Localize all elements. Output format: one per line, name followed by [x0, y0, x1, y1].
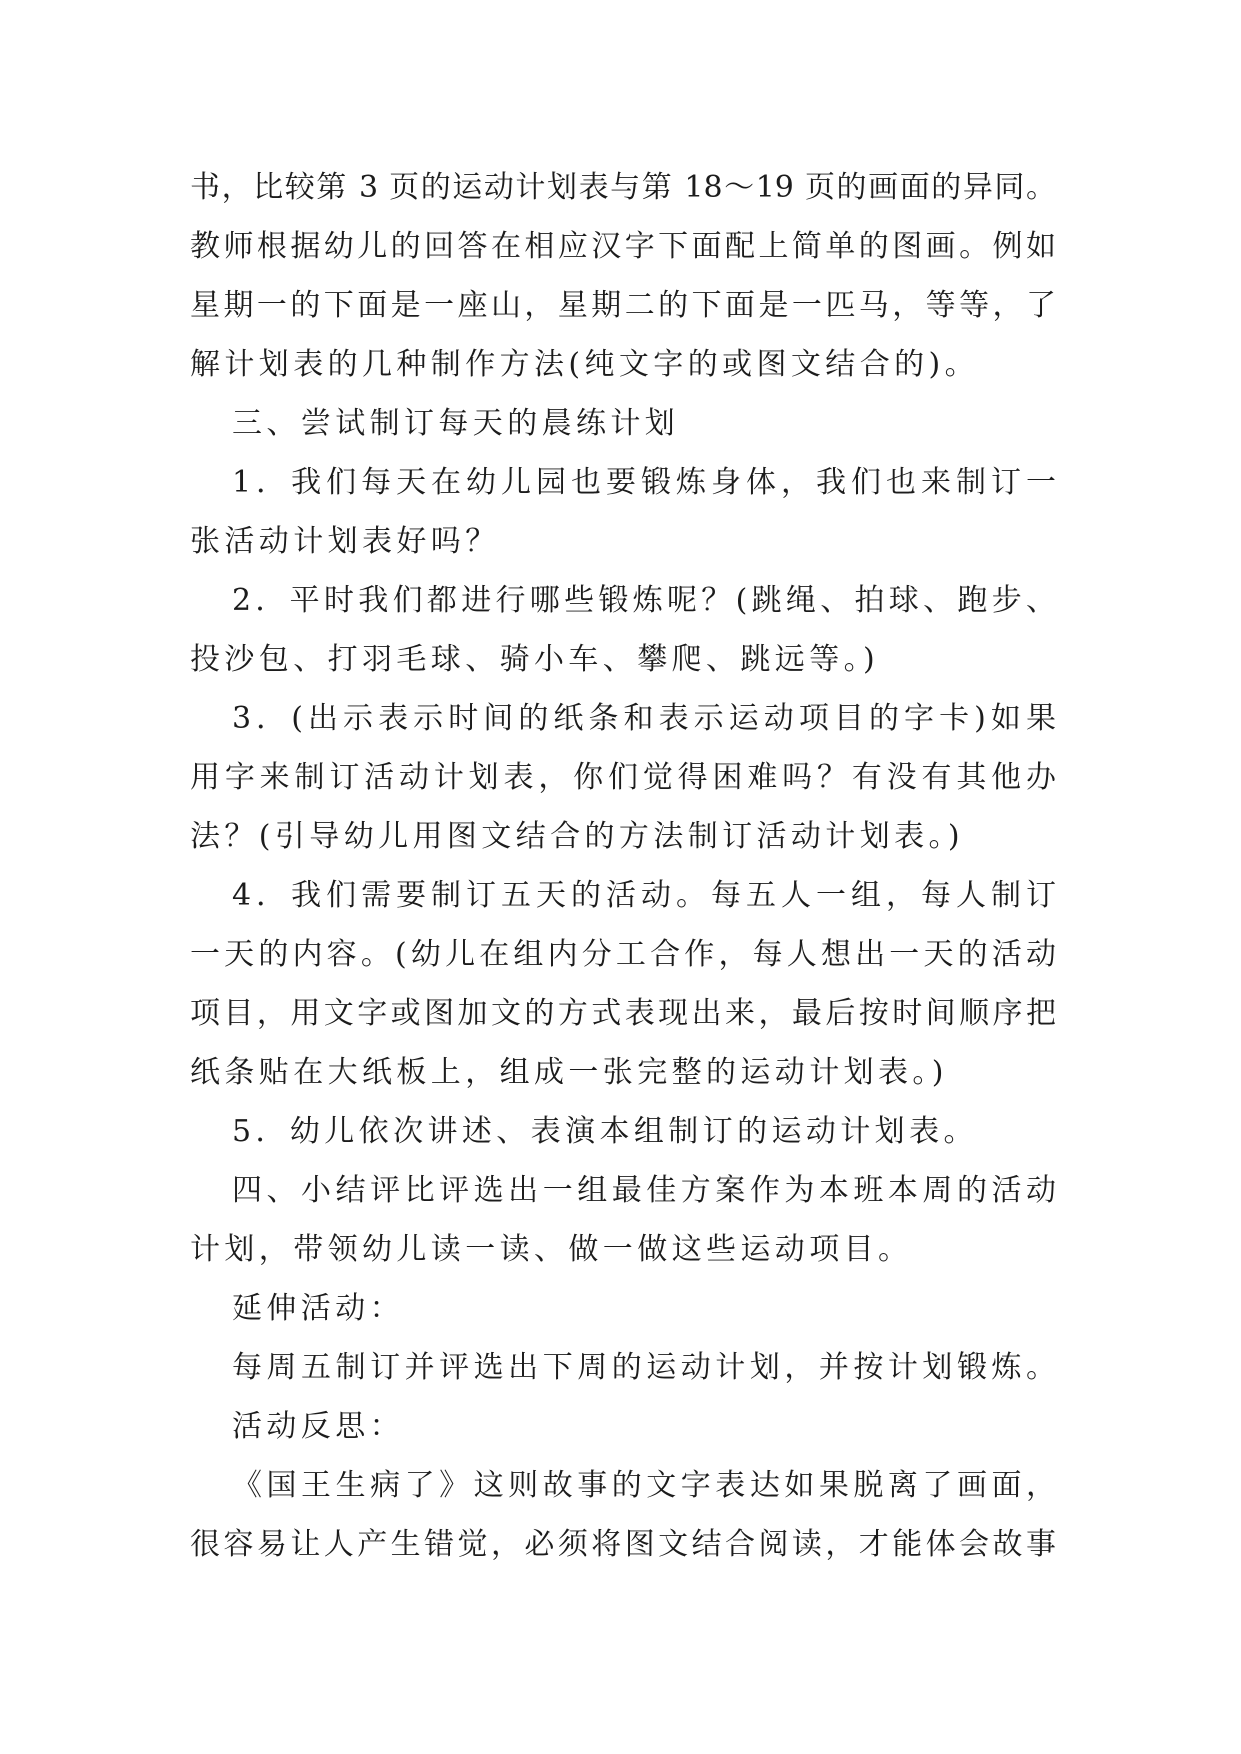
text-line: 四、小结评比评选出一组最佳方案作为本班本周的活动	[232, 1173, 1056, 1208]
text-line: 书，比较第 3 页的运动计划表与第 18～19 页的画面的异同。	[190, 170, 1056, 205]
text-line: 3．(出示表示时间的纸条和表示运动项目的字卡)如果	[232, 701, 1056, 736]
paragraph	[190, 1456, 1056, 1574]
paragraph	[190, 1161, 1056, 1279]
text-line: 计划，带领幼儿读一读、做一做这些运动项目。	[190, 1232, 913, 1267]
text-line: 张活动计划表好吗？	[190, 524, 500, 559]
text-line: 三、尝试制订每天的晨练计划	[232, 406, 680, 441]
paragraph	[190, 689, 1056, 866]
text-line: 用字来制订活动计划表，你们觉得困难吗？有没有其他办	[190, 760, 1056, 795]
text-line: 解计划表的几种制作方法(纯文字的或图文结合的)。	[190, 347, 980, 382]
text-line: 4．我们需要制订五天的活动。每五人一组，每人制订	[232, 878, 1056, 913]
section-heading	[190, 1279, 1056, 1338]
text-line: 延伸活动：	[232, 1291, 404, 1326]
text-line: 星期一的下面是一座山，星期二的下面是一匹马，等等，了	[190, 288, 1056, 323]
text-line: 教师根据幼儿的回答在相应汉字下面配上简单的图画。例如	[190, 229, 1056, 264]
section-heading	[190, 394, 1056, 453]
text-line: 项目，用文字或图加文的方式表现出来，最后按时间顺序把	[190, 996, 1056, 1031]
text-line: 活动反思：	[232, 1409, 404, 1444]
text-line: 5．幼儿依次讲述、表演本组制订的运动计划表。	[232, 1114, 978, 1149]
section-heading	[190, 1397, 1056, 1456]
text-line: 每周五制订并评选出下周的运动计划，并按计划锻炼。	[232, 1350, 1056, 1385]
text-line: 一天的内容。(幼儿在组内分工合作，每人想出一天的活动	[190, 937, 1056, 972]
text-line: 1．我们每天在幼儿园也要锻炼身体，我们也来制订一	[232, 465, 1056, 500]
text-line: 很容易让人产生错觉，必须将图文结合阅读，才能体会故事	[190, 1527, 1056, 1562]
text-line: 2．平时我们都进行哪些锻炼呢？(跳绳、拍球、跑步、	[232, 583, 1056, 618]
paragraph	[190, 571, 1056, 689]
paragraph	[190, 1102, 1056, 1161]
text-line: 纸条贴在大纸板上，组成一张完整的运动计划表。)	[190, 1055, 948, 1090]
text-line: 法？(引导幼儿用图文结合的方法制订活动计划表。)	[190, 819, 965, 854]
text-line: 《国王生病了》这则故事的文字表达如果脱离了画面，	[232, 1468, 1056, 1503]
paragraph	[190, 866, 1056, 1102]
paragraph	[190, 1338, 1056, 1397]
paragraph	[190, 158, 1056, 394]
document-body	[190, 158, 1056, 1574]
text-line: 投沙包、打羽毛球、骑小车、攀爬、跳远等。)	[190, 642, 880, 677]
paragraph	[190, 453, 1056, 571]
